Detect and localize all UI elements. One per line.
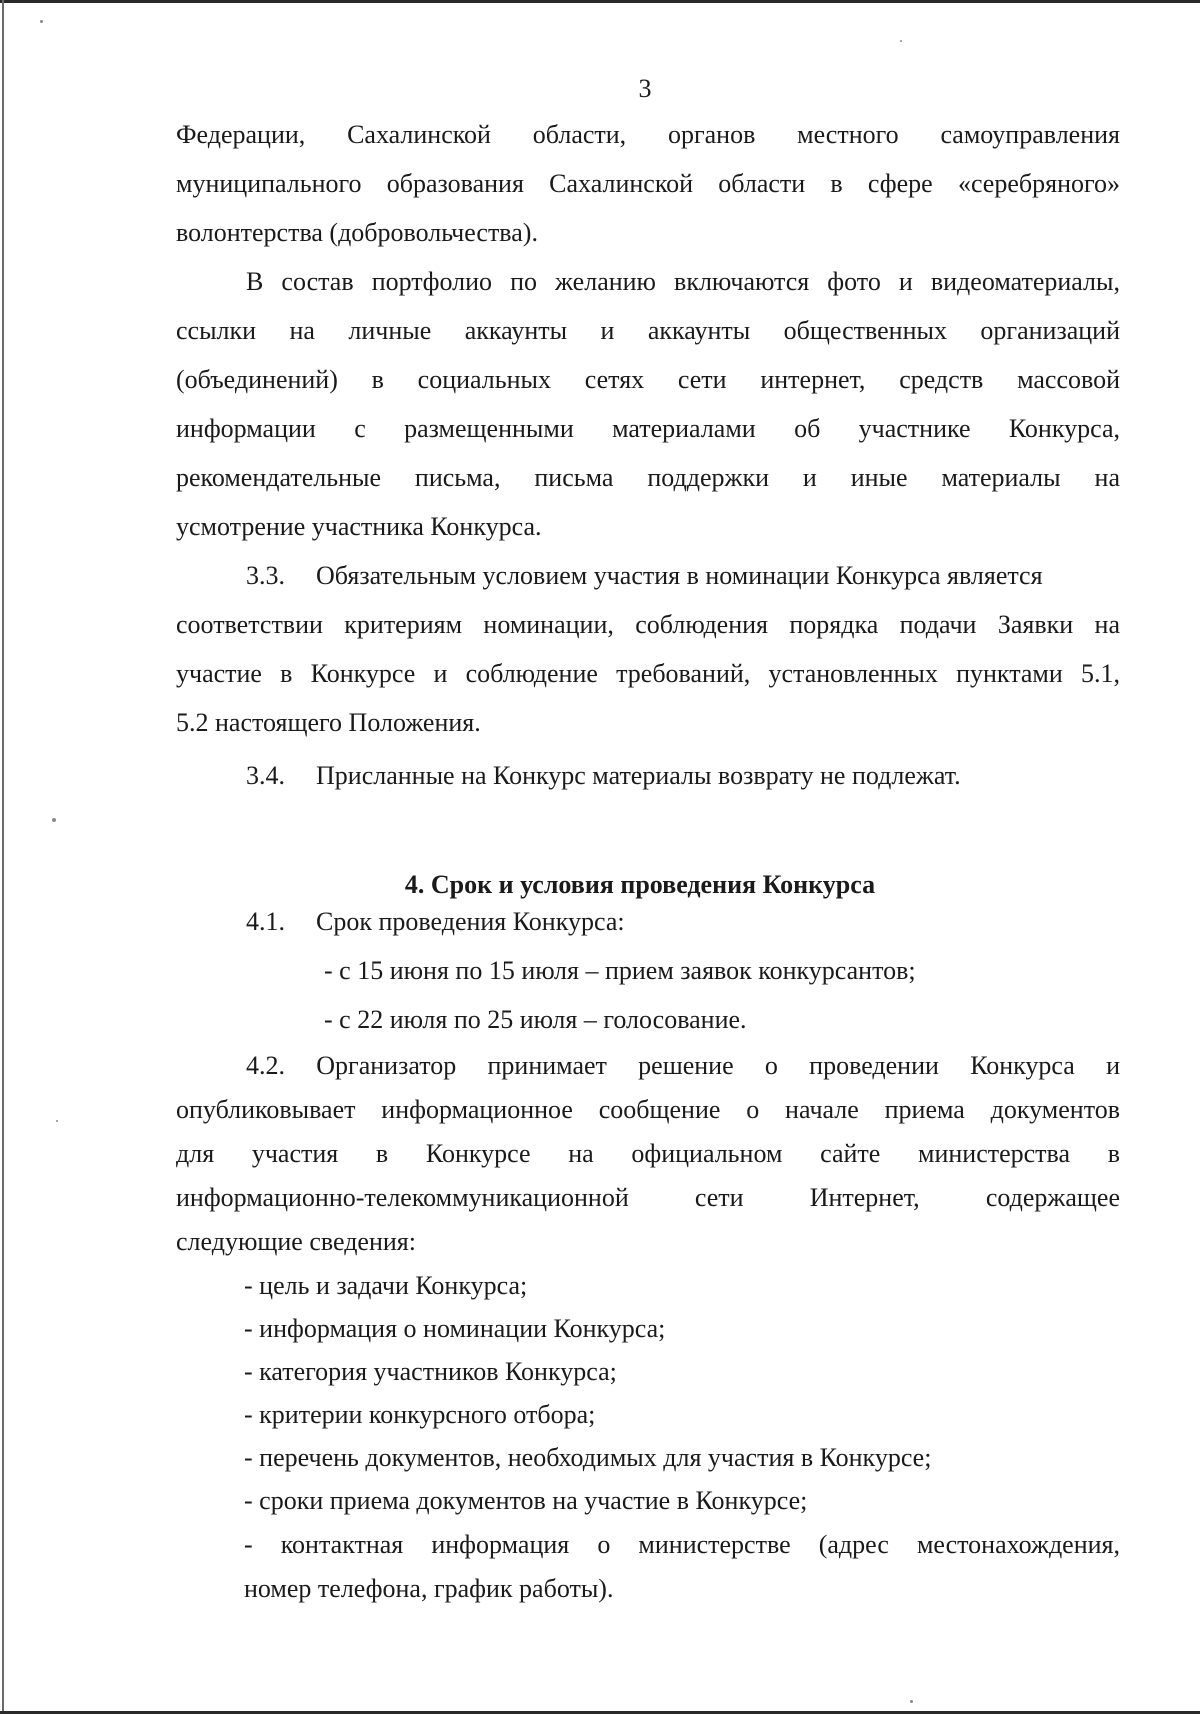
- paragraph-line: информации с размещенными материалами об участнике Конкурса,: [176, 414, 1120, 443]
- list-item: - контактная информация о министерстве (адрес местонахождения,: [244, 1530, 1120, 1559]
- scan-top-border: [0, 0, 1200, 3]
- paragraph-line: 4.2. Организатор принимает решение о проведении Конкурса и: [246, 1051, 1120, 1080]
- paragraph-line: муниципального образования Сахалинской области в сфере «серебряного»: [176, 169, 1120, 198]
- clause-4-2: [176, 1044, 1120, 1264]
- paragraph-line: соответствии критериям номинации, соблюдения порядка подачи Заявки на: [176, 610, 1120, 639]
- paragraph-line: 5.2 настоящего Положения.: [176, 708, 481, 737]
- list-item: - перечень документов, необходимых для участия в Конкурсе;: [244, 1443, 932, 1472]
- clause-first-line: [176, 897, 1120, 946]
- paragraph-portfolio: [176, 257, 1120, 551]
- paragraph-line: информационно-телекоммуникационной сети Интернет, содержащее: [176, 1183, 1120, 1212]
- paragraph-intro: [176, 110, 1120, 257]
- paragraph-line: участие в Конкурсе и соблюдение требований, установленных пунктами 5.1,: [176, 659, 1120, 688]
- list-item-continuation: номер телефона, график работы).: [244, 1574, 614, 1603]
- paragraph-line: Федерации, Сахалинской области, органов местного самоуправления: [176, 120, 1120, 149]
- scan-speck: [52, 818, 56, 822]
- paragraph-line: рекомендательные письма, письма поддержки и иные материалы на: [176, 463, 1120, 492]
- paragraph-line: опубликовывает информационное сообщение о начале приема документов: [176, 1095, 1120, 1124]
- list-item: - сроки приема документов на участие в Конкурсе;: [244, 1486, 808, 1515]
- scan-speck: [40, 20, 43, 23]
- clause-4-2-list: [176, 1264, 1120, 1522]
- clause-3-4: [176, 751, 1120, 800]
- paragraph-line: для участия в Конкурсе на официальном сайте министерства в: [176, 1139, 1120, 1168]
- paragraph-line: (объединений) в социальных сетях сети интернет, средств массовой: [176, 365, 1120, 394]
- list-item: - информация о номинации Конкурса;: [244, 1314, 666, 1343]
- clause-first-line: [176, 551, 1120, 600]
- paragraph-line: усмотрение участника Конкурса.: [176, 512, 542, 541]
- scan-left-border: [2, 0, 4, 1714]
- clause-number: 3.3.: [246, 561, 285, 590]
- scan-speck: [900, 40, 902, 42]
- list-item: - цель и задачи Конкурса;: [244, 1271, 528, 1300]
- paragraph-line: волонтерства (добровольчества).: [176, 218, 538, 247]
- clause-text: Присланные на Конкурс материалы возврату не подлежат.: [316, 761, 961, 790]
- paragraph-line: В состав портфолио по желанию включаются фото и видеоматериалы,: [246, 267, 1120, 296]
- list-item: - категория участников Конкурса;: [244, 1357, 617, 1386]
- clause-4-1: [176, 897, 1120, 1044]
- section-heading: 4. Срок и условия проведения Конкурса: [404, 870, 876, 899]
- clause-first-line: [176, 751, 1120, 800]
- list-item: - критерии конкурсного отбора;: [244, 1400, 596, 1429]
- clause-number: 3.4.: [246, 761, 285, 790]
- clause-text: Срок проведения Конкурса:: [316, 907, 625, 936]
- scan-speck: [56, 1120, 58, 1122]
- list-item: - с 15 июня по 15 июля – прием заявок конкурсантов;: [324, 956, 916, 985]
- clause-3-3: [176, 551, 1120, 747]
- page-number: 3: [638, 74, 652, 103]
- paragraph-line: ссылки на личные аккаунты и аккаунты общественных организаций: [176, 316, 1120, 345]
- clause-4-2-last-item: [244, 1523, 1120, 1611]
- scan-speck: [910, 1700, 913, 1703]
- clause-text: Обязательным условием участия в номинации Конкурса является: [316, 561, 1043, 590]
- clause-number: 4.1.: [246, 907, 285, 936]
- list-item: - с 22 июля по 25 июля – голосование.: [324, 1005, 747, 1034]
- paragraph-line: следующие сведения:: [176, 1227, 416, 1256]
